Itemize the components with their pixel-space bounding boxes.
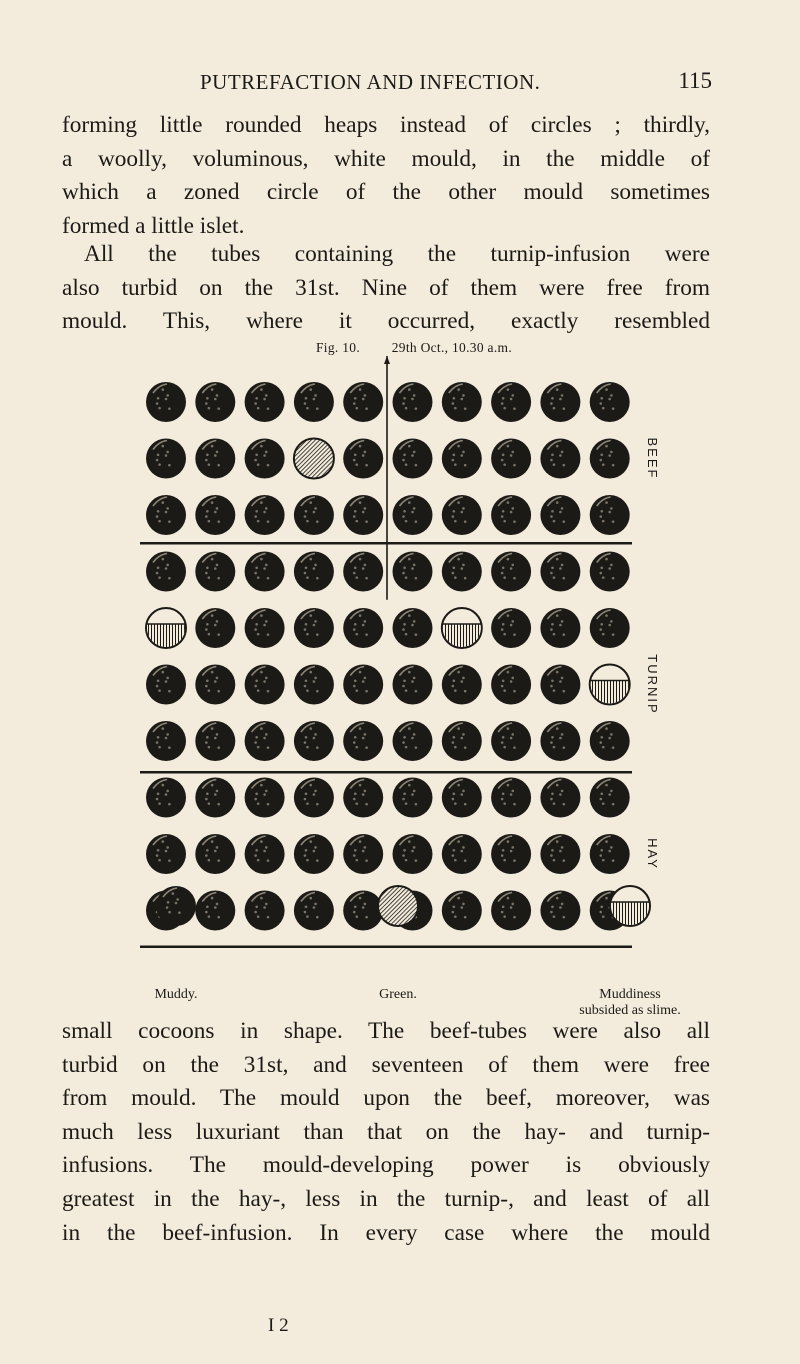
text-line: greatest in the hay-, less in the turnip-, and least of all — [62, 1185, 710, 1212]
tube-slime — [590, 665, 630, 705]
tube-muddy — [245, 665, 285, 705]
tube-muddy — [540, 778, 580, 818]
tube-muddy — [540, 665, 580, 705]
tube-muddy — [442, 834, 482, 874]
pointer-arrowhead — [384, 356, 390, 364]
tube-muddy — [146, 382, 186, 422]
tube-muddy — [245, 778, 285, 818]
tube-muddy — [343, 552, 383, 592]
tube-muddy — [491, 778, 531, 818]
tube-muddy — [245, 439, 285, 479]
tube-muddy — [393, 778, 433, 818]
tube-green — [294, 439, 334, 479]
text-line: small cocoons in shape. The beef-tubes were also all — [62, 1018, 710, 1044]
legend-symbol-slime — [610, 886, 650, 926]
tube-muddy — [195, 891, 235, 931]
tube-muddy — [294, 608, 334, 648]
tube-muddy — [491, 439, 531, 479]
tube-muddy — [590, 552, 630, 592]
text-line: much less luxuriant than that on the hay- and turnip- — [62, 1118, 710, 1145]
figure-date: 29th Oct., 10.30 a.m. — [391, 340, 513, 355]
tube-muddy — [146, 552, 186, 592]
tube-muddy — [294, 891, 334, 931]
tube-muddy — [540, 382, 580, 422]
tube-muddy — [540, 495, 580, 535]
tube-muddy — [491, 721, 531, 761]
tube-muddy — [195, 608, 235, 648]
tube-muddy — [393, 495, 433, 535]
tube-muddy — [343, 608, 383, 648]
tube-muddy — [540, 834, 580, 874]
tube-muddy — [442, 721, 482, 761]
figure-caption — [0, 340, 800, 356]
tube-muddy — [540, 891, 580, 931]
tube-muddy — [294, 382, 334, 422]
tube-muddy — [195, 382, 235, 422]
tube-muddy — [491, 495, 531, 535]
tube-muddy — [540, 608, 580, 648]
tube-muddy — [491, 382, 531, 422]
figure-number: Fig. 10. — [315, 340, 361, 355]
tube-muddy — [146, 834, 186, 874]
tube-muddy — [294, 721, 334, 761]
tube-muddy — [393, 552, 433, 592]
tube-muddy — [540, 721, 580, 761]
legend-label-muddy: Muddy. — [154, 987, 198, 1002]
tube-slime — [146, 608, 186, 648]
tube-muddy — [343, 778, 383, 818]
side-label-turnip: TURNIP — [645, 654, 660, 715]
tube-muddy — [343, 834, 383, 874]
tube-muddy — [590, 834, 630, 874]
text-line: a woolly, voluminous, white mould, in the middle of — [62, 145, 710, 172]
tube-muddy — [195, 665, 235, 705]
tube-muddy — [590, 721, 630, 761]
side-labels — [645, 438, 660, 870]
text-line: infusions. The mould-developing power is obviously — [62, 1152, 710, 1179]
tube-muddy — [343, 721, 383, 761]
tube-muddy — [146, 665, 186, 705]
tube-muddy — [491, 891, 531, 931]
tube-muddy — [195, 778, 235, 818]
tube-muddy — [442, 495, 482, 535]
tube-muddy — [442, 778, 482, 818]
tube-muddy — [442, 891, 482, 931]
tube-muddy — [294, 778, 334, 818]
legend-label-green: Green. — [379, 987, 417, 1002]
tube-muddy — [294, 552, 334, 592]
tube-muddy — [590, 439, 630, 479]
tube-muddy — [540, 439, 580, 479]
tube-grid — [146, 382, 630, 931]
tube-muddy — [146, 439, 186, 479]
tube-muddy — [245, 382, 285, 422]
tube-muddy — [491, 608, 531, 648]
tube-muddy — [195, 834, 235, 874]
tube-muddy — [146, 778, 186, 818]
figure-tube-grid — [0, 356, 800, 956]
text-line: turbid on the 31st, and seventeen of them were free — [62, 1051, 710, 1078]
tube-slime — [442, 608, 482, 648]
paragraph-3 — [62, 1015, 710, 1250]
tube-muddy — [343, 382, 383, 422]
tube-muddy — [491, 552, 531, 592]
tube-muddy — [245, 721, 285, 761]
tube-muddy — [245, 608, 285, 648]
tube-muddy — [343, 665, 383, 705]
legend-symbol-muddy — [156, 886, 196, 926]
tube-muddy — [442, 665, 482, 705]
tube-muddy — [343, 439, 383, 479]
text-line: mould. This, where it occurred, exactly resembled — [62, 308, 710, 335]
page-number: 115 — [678, 68, 712, 93]
tube-muddy — [540, 552, 580, 592]
paragraph-1 — [62, 109, 710, 243]
tube-muddy — [195, 552, 235, 592]
tube-muddy — [294, 834, 334, 874]
tube-muddy — [491, 665, 531, 705]
tube-muddy — [245, 834, 285, 874]
legend-label-slime-line2: subsided as slime. — [579, 1003, 681, 1018]
text-line: forming little rounded heaps instead of circles ; thirdly, — [62, 112, 710, 138]
tube-muddy — [343, 495, 383, 535]
tube-muddy — [442, 552, 482, 592]
tube-muddy — [393, 382, 433, 422]
tube-muddy — [195, 495, 235, 535]
text-line: from mould. The mould upon the beef, moreover, was — [62, 1085, 710, 1112]
tube-muddy — [590, 495, 630, 535]
tube-muddy — [294, 495, 334, 535]
tube-muddy — [393, 665, 433, 705]
text-line: formed a little islet. — [62, 212, 245, 239]
tube-muddy — [590, 778, 630, 818]
tube-muddy — [393, 721, 433, 761]
tube-muddy — [146, 721, 186, 761]
legend-symbol-green — [378, 886, 418, 926]
tube-muddy — [393, 834, 433, 874]
tube-muddy — [393, 608, 433, 648]
tube-muddy — [343, 891, 383, 931]
text-line: which a zoned circle of the other mould sometimes — [62, 179, 710, 206]
tube-muddy — [442, 439, 482, 479]
page-header — [62, 66, 712, 102]
tube-muddy — [245, 495, 285, 535]
side-label-beef: BEEF — [645, 437, 660, 480]
tube-muddy — [442, 382, 482, 422]
tube-muddy — [245, 552, 285, 592]
tube-muddy — [245, 891, 285, 931]
tube-muddy — [590, 382, 630, 422]
text-line: also turbid on the 31st. Nine of them were free from — [62, 274, 710, 301]
tube-muddy — [590, 608, 630, 648]
legend-label-slime-line1: Muddiness — [599, 987, 661, 1002]
tube-muddy — [146, 495, 186, 535]
tube-muddy — [294, 665, 334, 705]
side-label-hay: HAY — [645, 838, 660, 870]
tube-muddy — [393, 439, 433, 479]
paragraph-2 — [62, 238, 710, 339]
tube-muddy — [195, 721, 235, 761]
text-line: All the tubes containing the turnip-infusion were — [84, 241, 710, 267]
running-title: PUTREFACTION AND INFECTION. — [200, 70, 541, 94]
text-line: in the beef-infusion. In every case where the mould — [62, 1219, 710, 1246]
tube-muddy — [195, 439, 235, 479]
tube-muddy — [491, 834, 531, 874]
signature-mark: I 2 — [268, 1315, 289, 1336]
